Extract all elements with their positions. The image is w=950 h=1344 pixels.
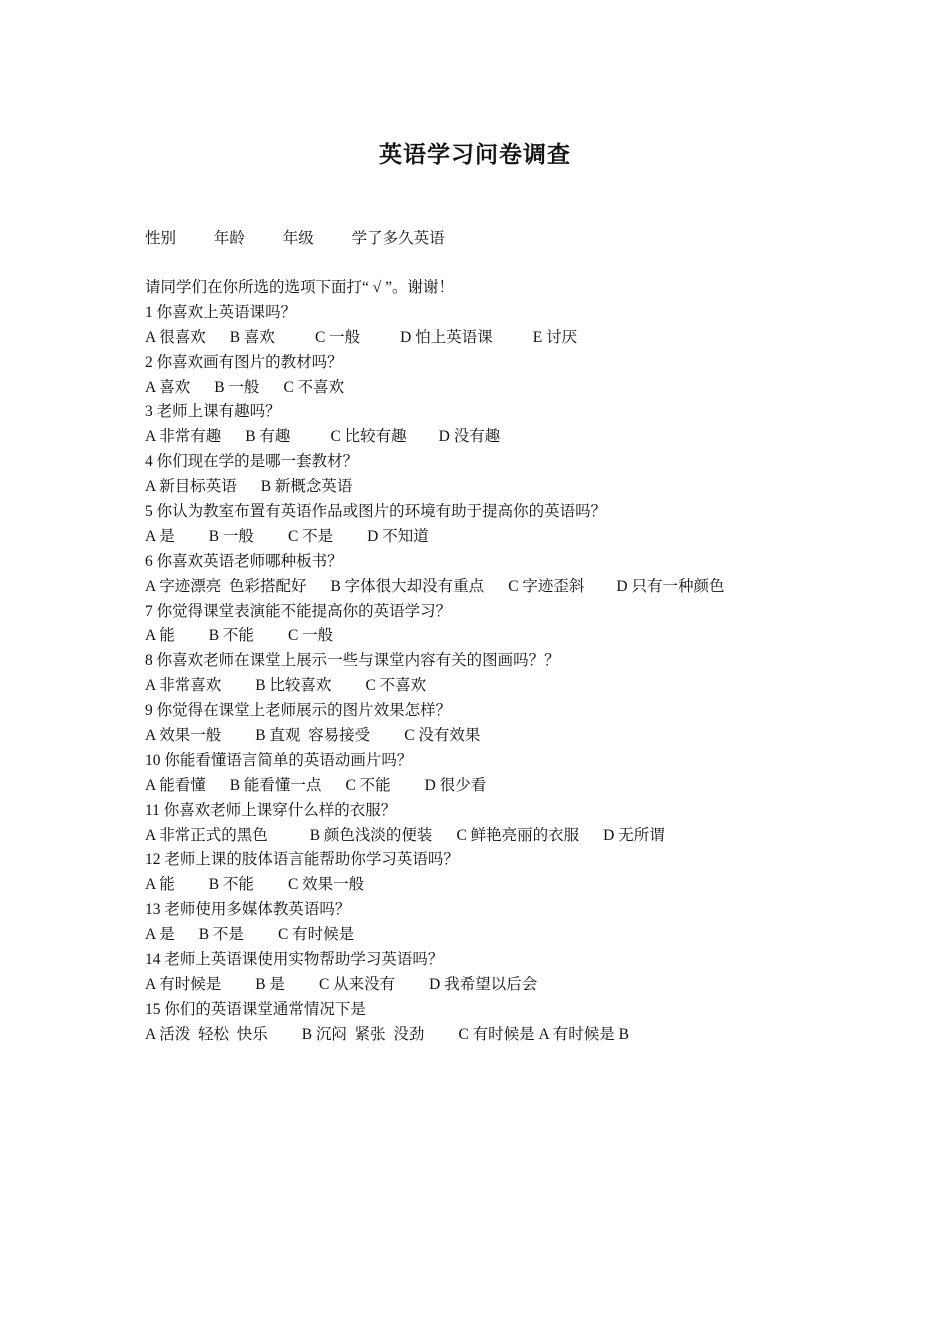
question-text: 8 你喜欢老师在课堂上展示一些与课堂内容有关的图画吗？？ <box>145 652 560 670</box>
option-item[interactable]: B 能看懂一点 <box>229 776 322 794</box>
option-item[interactable]: C 不能 <box>345 776 391 794</box>
options-row <box>145 923 845 948</box>
option-item[interactable]: B 有趣 <box>245 428 291 446</box>
option-item[interactable]: D 只有一种颜色 <box>616 577 725 595</box>
option-item[interactable]: A 喜欢 <box>145 378 191 396</box>
option-item[interactable]: B 新概念英语 <box>260 478 353 496</box>
option-item[interactable]: B 颜色浅淡的便装 <box>309 826 433 844</box>
question-text: 14 老师上英语课使用实物帮助学习英语吗？ <box>145 951 444 969</box>
option-item[interactable]: C 有时候是 A 有时候是 B <box>458 1025 629 1043</box>
option-item[interactable]: D 我希望以后会 <box>429 975 538 993</box>
options-row <box>145 575 845 600</box>
gender-label: 性别 <box>145 230 177 247</box>
question-text: 2 你喜欢画有图片的教材吗？ <box>145 353 343 371</box>
options-row <box>145 674 845 699</box>
options-row <box>145 824 845 849</box>
option-item[interactable]: C 一般 <box>314 328 361 346</box>
question-text: 10 你能看懂语言简单的英语动画片吗？ <box>145 751 413 769</box>
option-item[interactable]: B 是 <box>255 975 285 993</box>
option-item[interactable]: B 不能 <box>208 876 254 894</box>
option-item[interactable]: A 是 <box>145 926 175 944</box>
question-text: 4 你们现在学的是哪一套教材？ <box>145 453 359 471</box>
instruction-text: 请同学们在你所选的选项下面打“ √ ”。谢谢！ <box>145 279 455 296</box>
option-item[interactable]: D 没有趣 <box>438 428 501 446</box>
question-text: 1 你喜欢上英语课吗？ <box>145 303 297 321</box>
option-item[interactable]: C 字迹歪斜 <box>508 577 585 595</box>
study-duration-label: 学了多久英语 <box>351 230 445 247</box>
age-label: 年龄 <box>213 230 245 247</box>
questionnaire-body <box>145 276 845 1048</box>
option-item[interactable]: D 不知道 <box>367 527 429 545</box>
question-text: 11 你喜欢老师上课穿什么样的衣服？ <box>145 801 397 819</box>
option-item[interactable]: A 活泼 轻松 快乐 <box>145 1025 268 1043</box>
option-item[interactable]: C 比较有趣 <box>330 428 407 446</box>
page-title: 英语学习问卷调查 <box>379 142 571 167</box>
question-text: 3 老师上课有趣吗？ <box>145 403 281 421</box>
option-item[interactable]: D 无所谓 <box>603 826 665 844</box>
question-text: 6 你喜欢英语老师哪种板书？ <box>145 552 343 570</box>
option-item[interactable]: C 不喜欢 <box>365 677 427 695</box>
options-row <box>145 525 845 550</box>
question-text: 9 你觉得在课堂上老师展示的图片效果怎样？ <box>145 702 452 720</box>
question-text: 12 老师上课的肢体语言能帮助你学习英语吗？ <box>145 851 459 869</box>
option-item[interactable]: C 鲜艳亮丽的衣服 <box>456 826 580 844</box>
option-item[interactable]: B 一般 <box>214 378 260 396</box>
options-row <box>145 624 845 649</box>
option-item[interactable]: A 有时候是 <box>145 975 222 993</box>
option-item[interactable]: D 很少看 <box>424 776 487 794</box>
options-row <box>145 774 845 799</box>
option-item[interactable]: A 能 <box>145 876 175 894</box>
option-item[interactable]: B 直观 容易接受 <box>255 727 371 745</box>
option-item[interactable]: A 能看懂 <box>145 776 206 794</box>
option-item[interactable]: B 不是 <box>198 926 244 944</box>
option-item[interactable]: A 能 <box>145 627 175 645</box>
question-text: 15 你们的英语课堂通常情况下是 <box>145 1000 366 1018</box>
options-row <box>145 376 845 401</box>
grade-label: 年级 <box>282 230 314 247</box>
option-item[interactable]: A 字迹漂亮 色彩搭配好 <box>145 577 307 595</box>
question-text: 5 你认为教室布置有英语作品或图片的环境有助于提高你的英语吗？ <box>145 503 607 521</box>
options-row <box>145 724 845 749</box>
option-item[interactable]: B 比较喜欢 <box>255 677 332 695</box>
option-item[interactable]: A 非常有趣 <box>145 428 222 446</box>
option-item[interactable]: C 不喜欢 <box>283 378 345 396</box>
option-item[interactable]: C 从来没有 <box>318 975 396 993</box>
option-item[interactable]: C 效果一般 <box>287 876 365 894</box>
option-item[interactable]: C 不是 <box>287 527 334 545</box>
options-row <box>145 1023 845 1048</box>
options-row <box>145 873 845 898</box>
option-item[interactable]: B 一般 <box>208 527 254 545</box>
question-text: 13 老师使用多媒体教英语吗？ <box>145 901 351 919</box>
option-item[interactable]: C 有时候是 <box>277 926 355 944</box>
option-item[interactable]: A 很喜欢 <box>145 328 206 346</box>
question-text: 7 你觉得课堂表演能不能提高你的英语学习？ <box>145 602 452 620</box>
option-item[interactable]: C 一般 <box>287 627 334 645</box>
option-item[interactable]: B 沉闷 紧张 没劲 <box>301 1025 425 1043</box>
option-item[interactable]: A 是 <box>145 527 175 545</box>
options-row <box>145 326 845 351</box>
options-row <box>145 425 845 450</box>
option-item[interactable]: D 怕上英语课 <box>400 328 493 346</box>
option-item[interactable]: C 没有效果 <box>404 727 481 745</box>
option-item[interactable]: B 喜欢 <box>229 328 275 346</box>
option-item[interactable]: A 非常正式的黑色 <box>145 826 268 844</box>
respondent-info-row <box>145 226 445 248</box>
options-row <box>145 475 845 500</box>
option-item[interactable]: E 讨厌 <box>532 328 578 346</box>
option-item[interactable]: A 新目标英语 <box>145 478 237 496</box>
option-item[interactable]: B 字体很大却没有重点 <box>330 577 485 595</box>
options-row <box>145 973 845 998</box>
option-item[interactable]: A 非常喜欢 <box>145 677 222 695</box>
option-item[interactable]: B 不能 <box>208 627 254 645</box>
option-item[interactable]: A 效果一般 <box>145 727 222 745</box>
